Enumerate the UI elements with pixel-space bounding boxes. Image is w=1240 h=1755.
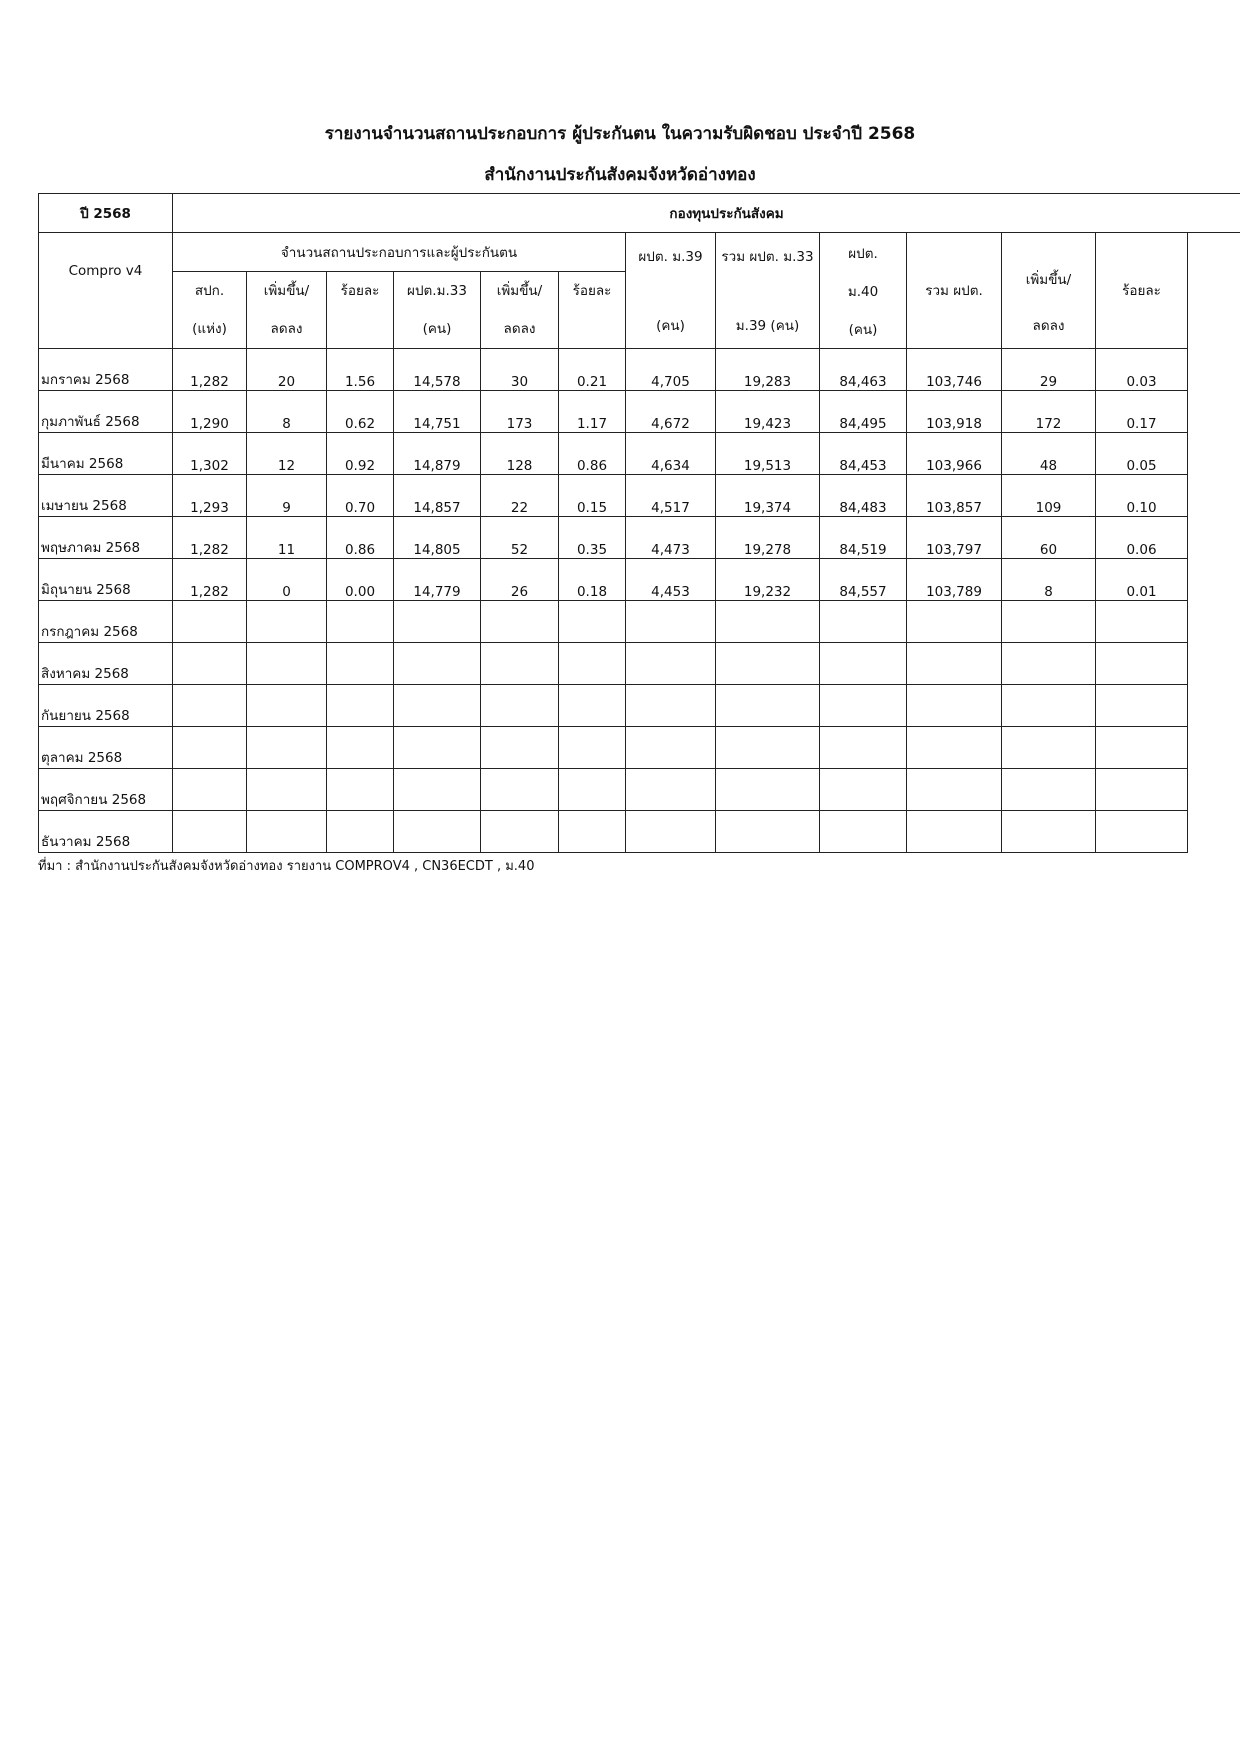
value-cell: 4,453 [626,559,716,601]
value-cell: 4,473 [626,517,716,559]
table-row [39,769,1240,811]
value-cell: 52 [481,517,559,559]
value-cell: 8 [1002,559,1096,601]
value-cell: 4,705 [626,349,716,391]
month-cell: ธันวาคม 2568 [39,811,173,853]
report-title: รายงานจำนวนสถานประกอบการ ผู้ประกันตน ในความรับผิดชอบ ประจำปี 2568 [324,124,916,144]
value-cell: 103,746 [907,349,1002,391]
value-cell: 0.10 [1096,475,1188,517]
value-cell: 14,857 [394,475,481,517]
month-cell: พฤศจิกายน 2568 [39,769,173,811]
value-cell: 84,557 [820,559,907,601]
value-cell [1002,601,1096,643]
value-cell [247,769,327,811]
value-cell [173,769,247,811]
header-col-m33: ผปต.ม.33 (คน) [394,272,481,349]
value-cell: 8 [247,391,327,433]
value-cell [327,643,394,685]
value-cell: 0.21 [559,349,626,391]
value-cell: 4,672 [626,391,716,433]
month-cell: พฤษภาคม 2568 [39,517,173,559]
value-cell: 0.70 [327,475,394,517]
value-cell [907,643,1002,685]
value-cell: 0.35 [559,517,626,559]
month-cell: มิถุนายน 2568 [39,559,173,601]
value-cell [247,685,327,727]
value-cell [394,643,481,685]
table-row [39,811,1240,853]
table-row [39,433,1240,475]
value-cell [716,643,820,685]
value-cell [820,685,907,727]
value-cell: 9 [247,475,327,517]
header-col-establishments: สปก. (แห่ง) [173,272,247,349]
value-cell [173,643,247,685]
value-cell [481,601,559,643]
value-cell [716,769,820,811]
value-cell [481,811,559,853]
value-cell: 19,283 [716,349,820,391]
report-subtitle: สำนักงานประกันสังคมจังหวัดอ่างทอง [484,165,756,185]
month-cell: กุมภาพันธ์ 2568 [39,391,173,433]
value-cell [173,811,247,853]
table-row [39,517,1240,559]
value-cell [559,601,626,643]
value-cell: 0.86 [559,433,626,475]
header-col-change-total: เพิ่มขึ้น/ ลดลง [1002,233,1096,349]
value-cell [626,727,716,769]
value-cell: 4,634 [626,433,716,475]
value-cell [394,811,481,853]
value-cell: 14,805 [394,517,481,559]
value-cell [820,811,907,853]
value-cell [247,811,327,853]
value-cell: 0.62 [327,391,394,433]
value-cell [247,643,327,685]
value-cell: 14,578 [394,349,481,391]
value-cell: 60 [1002,517,1096,559]
value-cell [626,601,716,643]
month-cell: มกราคม 2568 [39,349,173,391]
value-cell: 1.56 [327,349,394,391]
value-cell: 1,290 [173,391,247,433]
value-cell [327,727,394,769]
value-cell [394,727,481,769]
value-cell: 0.03 [1096,349,1188,391]
table-row [39,643,1240,685]
value-cell [1002,769,1096,811]
value-cell [716,685,820,727]
value-cell [247,601,327,643]
value-cell: 14,779 [394,559,481,601]
table-row [39,349,1240,391]
value-cell [559,685,626,727]
value-cell: 0.01 [1096,559,1188,601]
value-cell [1002,727,1096,769]
value-cell [626,685,716,727]
value-cell [907,685,1002,727]
value-cell: 103,966 [907,433,1002,475]
value-cell: 14,879 [394,433,481,475]
header-col-percent-m33: ร้อยละ [559,272,626,349]
value-cell: 84,519 [820,517,907,559]
value-cell [481,643,559,685]
value-cell: 172 [1002,391,1096,433]
value-cell: 30 [481,349,559,391]
value-cell: 20 [247,349,327,391]
header-col-change-m33: เพิ่มขึ้น/ ลดลง [481,272,559,349]
value-cell: 103,789 [907,559,1002,601]
header-compro: Compro v4 [39,233,173,349]
value-cell: 1,282 [173,517,247,559]
value-cell [559,811,626,853]
value-cell [173,685,247,727]
month-cell: สิงหาคม 2568 [39,643,173,685]
value-cell [481,685,559,727]
month-cell: เมษายน 2568 [39,475,173,517]
value-cell: 26 [481,559,559,601]
value-cell: 0 [247,559,327,601]
value-cell: 173 [481,391,559,433]
header-col-total: รวม ผปต. [907,233,1002,349]
value-cell: 84,483 [820,475,907,517]
value-cell [327,811,394,853]
value-cell: 0.06 [1096,517,1188,559]
table-row [39,727,1240,769]
header-year: ปี 2568 [39,194,173,233]
value-cell: 0.15 [559,475,626,517]
value-cell [1002,811,1096,853]
value-cell [1096,643,1188,685]
value-cell: 11 [247,517,327,559]
header-group: จำนวนสถานประกอบการและผู้ประกันตน [173,233,626,272]
value-cell [716,601,820,643]
value-cell: 12 [247,433,327,475]
header-col-m39: ผปต. ม.39 (คน) [626,233,716,349]
value-cell [1096,727,1188,769]
value-cell: 84,463 [820,349,907,391]
value-cell [481,727,559,769]
table-row [39,685,1240,727]
value-cell: 103,857 [907,475,1002,517]
value-cell: 0.86 [327,517,394,559]
value-cell: 103,918 [907,391,1002,433]
value-cell: 84,495 [820,391,907,433]
value-cell [327,601,394,643]
value-cell: 19,513 [716,433,820,475]
value-cell [394,769,481,811]
value-cell: 1,302 [173,433,247,475]
month-cell: มีนาคม 2568 [39,433,173,475]
value-cell: 1,293 [173,475,247,517]
value-cell [1002,643,1096,685]
value-cell: 0.92 [327,433,394,475]
header-fund: กองทุนประกันสังคม [173,194,1240,233]
value-cell: 128 [481,433,559,475]
value-cell [1002,685,1096,727]
value-cell: 84,453 [820,433,907,475]
value-cell: 1,282 [173,349,247,391]
value-cell: 19,232 [716,559,820,601]
value-cell [1096,811,1188,853]
value-cell: 14,751 [394,391,481,433]
value-cell: 19,374 [716,475,820,517]
header-col-percent-establishments: ร้อยละ [327,272,394,349]
report-table [38,193,1240,853]
value-cell [559,727,626,769]
table-row [39,391,1240,433]
value-cell: 1.17 [559,391,626,433]
value-cell [394,601,481,643]
value-cell [907,769,1002,811]
value-cell [327,685,394,727]
value-cell: 0.00 [327,559,394,601]
value-cell [820,601,907,643]
value-cell [716,811,820,853]
month-cell: กันยายน 2568 [39,685,173,727]
value-cell: 0.18 [559,559,626,601]
value-cell [716,727,820,769]
month-cell: กรกฎาคม 2568 [39,601,173,643]
value-cell [626,643,716,685]
value-cell: 4,517 [626,475,716,517]
header-col-m40: ผปต. ม.40 (คน) [820,233,907,349]
value-cell: 19,278 [716,517,820,559]
header-col-percent-total: ร้อยละ [1096,233,1188,349]
value-cell: 29 [1002,349,1096,391]
value-cell [173,727,247,769]
value-cell [626,811,716,853]
value-cell [559,769,626,811]
value-cell: 19,423 [716,391,820,433]
value-cell [559,643,626,685]
table-row [39,475,1240,517]
value-cell [1096,769,1188,811]
value-cell [173,601,247,643]
value-cell [820,643,907,685]
value-cell [481,769,559,811]
source-note: ที่มา : สำนักงานประกันสังคมจังหวัดอ่างทอง รายงาน COMPROV4 , CN36ECDT , ม.40 [38,859,535,874]
value-cell [327,769,394,811]
value-cell: 103,797 [907,517,1002,559]
value-cell [247,727,327,769]
month-cell: ตุลาคม 2568 [39,727,173,769]
value-cell [394,685,481,727]
table-row [39,559,1240,601]
value-cell: 1,282 [173,559,247,601]
value-cell [1096,685,1188,727]
value-cell [907,727,1002,769]
value-cell [907,811,1002,853]
header-col-change-establishments: เพิ่มขึ้น/ ลดลง [247,272,327,349]
value-cell: 22 [481,475,559,517]
value-cell [1096,601,1188,643]
value-cell: 109 [1002,475,1096,517]
table-row [39,601,1240,643]
value-cell: 48 [1002,433,1096,475]
value-cell: 0.05 [1096,433,1188,475]
value-cell [820,727,907,769]
value-cell: 0.17 [1096,391,1188,433]
header-col-total-33-39: รวม ผปต. ม.33 ม.39 (คน) [716,233,820,349]
value-cell [820,769,907,811]
value-cell [907,601,1002,643]
value-cell [626,769,716,811]
